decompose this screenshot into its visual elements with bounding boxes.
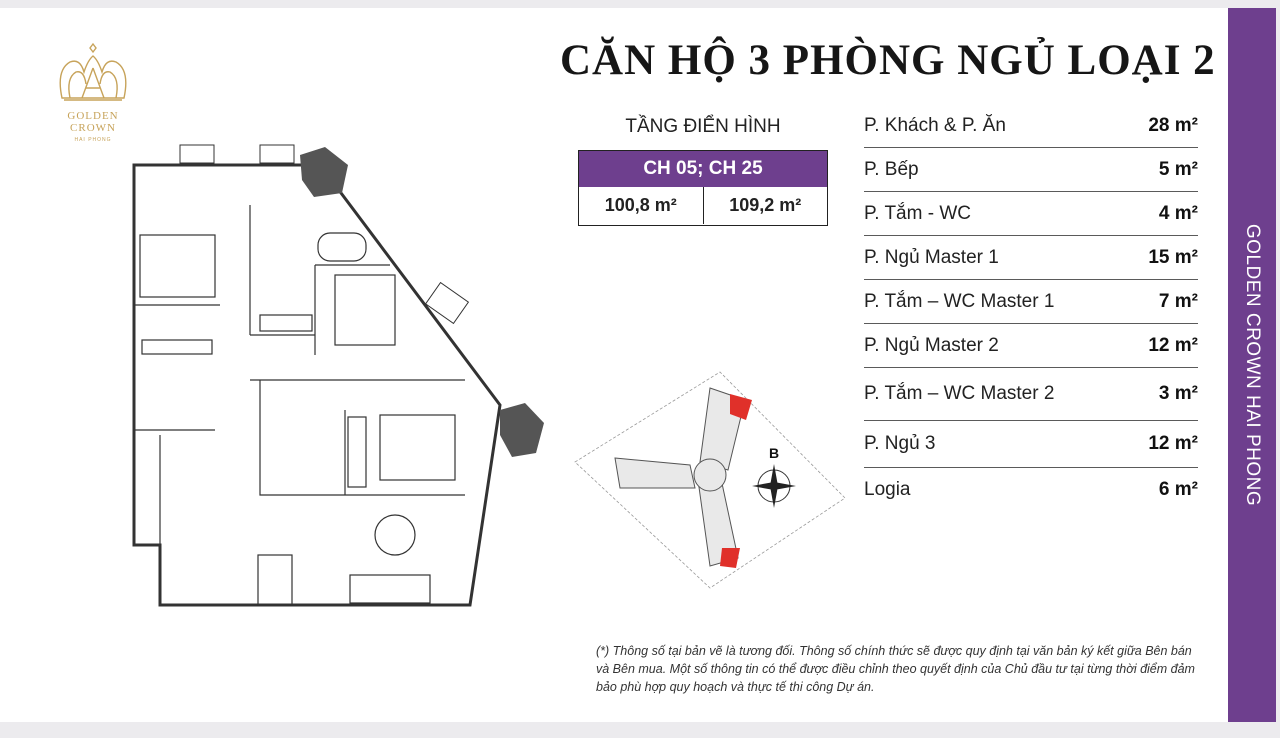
list-item <box>864 192 1198 236</box>
room-area: 3 m² <box>1158 383 1198 404</box>
room-area: 12 m² <box>1148 334 1198 356</box>
room-area-list <box>864 104 1198 511</box>
list-item <box>864 236 1198 280</box>
crown-icon <box>52 40 134 110</box>
floor-label: TẦNG ĐIỂN HÌNH <box>625 116 781 137</box>
unit-info-box <box>578 150 828 226</box>
room-area: 15 m² <box>1148 246 1198 268</box>
floor-plan-drawing <box>120 135 560 625</box>
unit-areas <box>579 187 827 224</box>
room-name: P. Khách & P. Ăn <box>864 114 1006 136</box>
sidebar-text: GOLDEN CROWN HAI PHONG <box>1242 223 1263 507</box>
room-name: P. Bếp <box>864 158 919 180</box>
unit-area-total: 109,2 m² <box>703 187 828 224</box>
room-area: 28 m² <box>1148 114 1198 136</box>
list-item <box>864 324 1198 368</box>
list-item <box>864 368 1198 421</box>
room-name: P. Tắm – WC Master 1 <box>864 290 1055 312</box>
room-name: P. Ngủ Master 2 <box>864 334 999 356</box>
logo-line3: HAI PHONG <box>74 137 112 143</box>
site-key-map <box>570 370 850 590</box>
room-name: P. Tắm - WC <box>864 202 971 224</box>
unit-area-clear: 100,8 m² <box>604 195 677 215</box>
list-item <box>864 148 1198 192</box>
room-name: P. Tắm – WC Master 2 <box>864 383 1055 404</box>
list-item <box>864 421 1198 468</box>
room-name: P. Ngủ 3 <box>864 433 936 454</box>
list-item <box>864 468 1198 511</box>
sidebar-band <box>1228 8 1276 722</box>
golden-crown-logo <box>52 40 134 144</box>
compass-north-label: B <box>768 445 780 461</box>
room-area: 12 m² <box>1148 433 1198 454</box>
room-area: 4 m² <box>1158 202 1198 224</box>
room-area: 7 m² <box>1158 290 1198 312</box>
room-area: 6 m² <box>1158 478 1198 500</box>
room-name: P. Ngủ Master 1 <box>864 246 999 268</box>
logo-line2: CROWN <box>70 122 116 134</box>
unit-codes: CH 05; CH 25 <box>579 151 827 187</box>
room-area: 5 m² <box>1158 158 1198 180</box>
page-title: CĂN HỘ 3 PHÒNG NGỦ LOẠI 2 <box>560 37 1216 84</box>
logo-line1: GOLDEN <box>67 110 119 122</box>
list-item <box>864 280 1198 324</box>
disclaimer-note: (*) Thông số tại bản vẽ là tương đối. Thông số chính thức sẽ được quy định tại văn bản ký kết giữa Bên bán và Bên mua. Một số thông tin có thể được điều chỉnh theo quyết định của Chủ đầu tư tại từng thời điểm đảm bảo phù hợp quy hoạch và thực tế thi công Dự án. <box>596 644 1195 694</box>
list-item <box>864 104 1198 148</box>
room-name: Logia <box>864 478 911 500</box>
compass-rose-icon <box>752 445 796 508</box>
